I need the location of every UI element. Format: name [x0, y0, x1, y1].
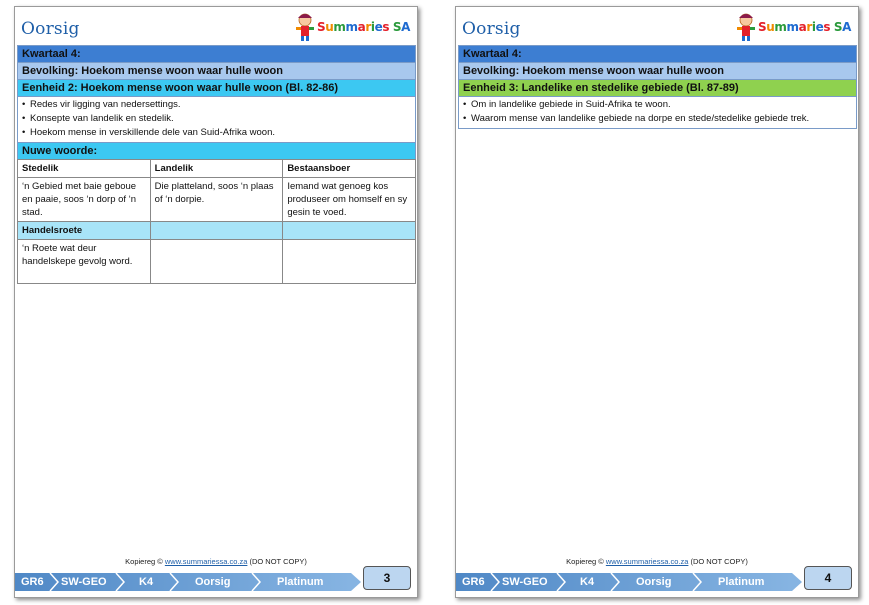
page-content: [17, 45, 416, 284]
summaries-sa-logo: [734, 11, 852, 41]
copyright-notice: [15, 557, 417, 566]
mascot-icon: [293, 11, 317, 41]
chevron-right-icon: [115, 573, 125, 591]
vocab-definition: Die platteland, soos ‘n plaas of ‘n dorpie.: [150, 178, 283, 222]
vocab-definition: [150, 240, 283, 284]
page-header: [15, 7, 417, 45]
table-row: [18, 240, 416, 284]
objectives-list: [17, 96, 416, 142]
summaries-sa-logo: [293, 11, 411, 41]
term-bar: Kwartaal 4:: [17, 45, 416, 62]
breadcrumb-level[interactable]: Platinum: [718, 576, 765, 588]
breadcrumb-grade[interactable]: GR6: [21, 576, 44, 588]
page-footer: [15, 557, 417, 597]
chevron-right-icon: [490, 573, 500, 591]
breadcrumb-subject[interactable]: SW-GEO: [502, 576, 548, 588]
list-item: • Waarom mense van landelike gebiede na dorpe en stede/stedelike gebiede trek.: [463, 112, 852, 126]
vocab-definition: Iemand wat genoeg kos produseer om homself en sy gesin te voed.: [283, 178, 416, 222]
breadcrumb-grade[interactable]: GR6: [462, 576, 485, 588]
breadcrumb: [456, 573, 792, 591]
chevron-right-icon: [251, 573, 261, 591]
page-title: Oorsig: [462, 19, 521, 39]
term-bar: Kwartaal 4:: [458, 45, 857, 62]
copyright-suffix: (DO NOT COPY): [688, 557, 748, 566]
logo-text: Summaries SA: [758, 20, 851, 34]
vocab-table: [17, 159, 416, 284]
chevron-right-icon: [610, 573, 620, 591]
vocab-title-bar: Nuwe woorde:: [17, 142, 416, 159]
page-title: Oorsig: [21, 19, 80, 39]
vocab-term: Landelik: [150, 160, 283, 178]
breadcrumb-subject[interactable]: SW-GEO: [61, 576, 107, 588]
list-item: • Hoekom mense in verskillende dele van Suid-Afrika woon.: [22, 126, 411, 140]
breadcrumb-level[interactable]: Platinum: [277, 576, 324, 588]
vocab-term: Bestaansboer: [283, 160, 416, 178]
table-row: [18, 178, 416, 222]
vocab-term: [283, 222, 416, 240]
page-header: [456, 7, 858, 45]
topic-bar: Bevolking: Hoekom mense woon waar hulle woon: [17, 62, 416, 79]
unit-bar: Eenheid 2: Hoekom mense woon waar hulle woon (Bl. 82-86): [17, 79, 416, 96]
chevron-right-icon: [169, 573, 179, 591]
page-4: [455, 6, 859, 598]
website-link[interactable]: www.summariessa.co.za: [164, 557, 248, 566]
mascot-icon: [734, 11, 758, 41]
copyright-suffix: (DO NOT COPY): [247, 557, 307, 566]
breadcrumb-section[interactable]: Oorsig: [636, 576, 672, 588]
vocab-definition: ‘n Roete wat deur handelskepe gevolg word.: [18, 240, 151, 284]
page-number: 3: [363, 566, 411, 590]
page-content: [458, 45, 857, 129]
vocab-definition: [283, 240, 416, 284]
breadcrumb-term[interactable]: K4: [139, 576, 154, 588]
unit-bar: Eenheid 3: Landelike en stedelike gebiede (Bl. 87-89): [458, 79, 857, 96]
chevron-right-icon: [49, 573, 59, 591]
breadcrumb: [15, 573, 351, 591]
vocab-term: [150, 222, 283, 240]
list-item: • Redes vir ligging van nedersettings.: [22, 98, 411, 112]
website-link[interactable]: www.summariessa.co.za: [605, 557, 689, 566]
list-item: • Om in landelike gebiede in Suid-Afrika te woon.: [463, 98, 852, 112]
chevron-right-icon: [556, 573, 566, 591]
breadcrumb-section[interactable]: Oorsig: [195, 576, 231, 588]
copyright-notice: [456, 557, 858, 566]
copyright-prefix: Kopiereg ©: [125, 557, 165, 566]
objectives-list: [458, 96, 857, 129]
vocab-term: Stedelik: [18, 160, 151, 178]
table-row: [18, 160, 416, 178]
vocab-term: Handelsroete: [18, 222, 151, 240]
copyright-prefix: Kopiereg ©: [566, 557, 606, 566]
breadcrumb-term[interactable]: K4: [580, 576, 595, 588]
topic-bar: Bevolking: Hoekom mense woon waar hulle woon: [458, 62, 857, 79]
page-3: [14, 6, 418, 598]
page-number: 4: [804, 566, 852, 590]
vocab-definition: ‘n Gebied met baie geboue en paaie, soos ‘n dorp of ‘n stad.: [18, 178, 151, 222]
page-footer: [456, 557, 858, 597]
logo-text: Summaries SA: [317, 20, 410, 34]
chevron-right-icon: [692, 573, 702, 591]
table-row: [18, 222, 416, 240]
list-item: • Konsepte van landelik en stedelik.: [22, 112, 411, 126]
